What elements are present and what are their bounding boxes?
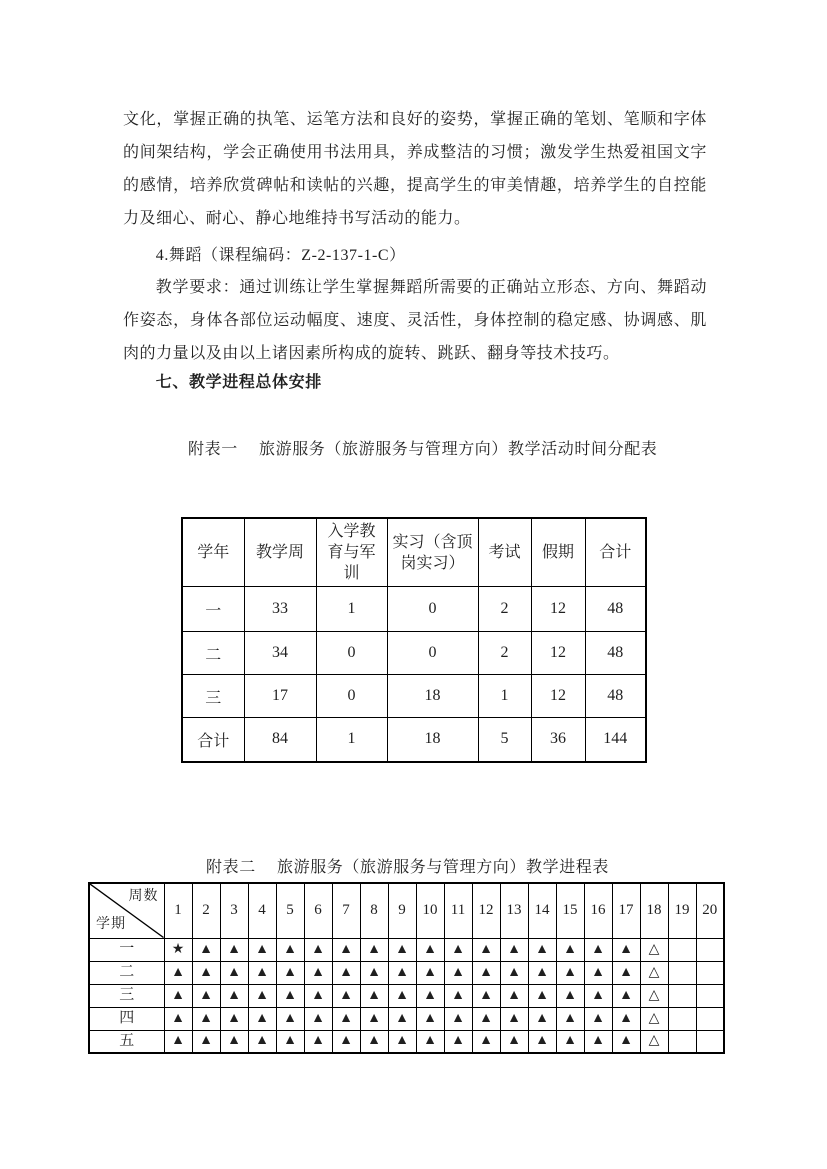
empty-week-cell: [696, 1007, 724, 1030]
open-triangle-week-cell: △: [640, 1030, 668, 1053]
teaching-week-cell: ▲: [276, 938, 304, 961]
teaching-week-cell: ▲: [612, 1030, 640, 1053]
teaching-week-cell: ▲: [276, 1007, 304, 1030]
teaching-week-cell: ▲: [612, 984, 640, 1007]
value-cell: 0: [316, 675, 387, 718]
row-label-cell: 三: [182, 675, 244, 718]
corner-label-semester: 学期: [96, 916, 126, 932]
teaching-week-cell: ▲: [220, 938, 248, 961]
teaching-week-cell: ▲: [444, 961, 472, 984]
teaching-week-cell: ▲: [584, 938, 612, 961]
teaching-week-cell: ▲: [360, 1030, 388, 1053]
teaching-week-cell: ▲: [444, 1007, 472, 1030]
teaching-week-cell: ▲: [248, 1030, 276, 1053]
teaching-week-cell: ▲: [556, 984, 584, 1007]
teaching-week-cell: ▲: [388, 984, 416, 1007]
time-allocation-table: [181, 517, 647, 763]
teaching-week-cell: ▲: [416, 1030, 444, 1053]
week-number-header: 2: [192, 883, 220, 938]
teaching-week-cell: ▲: [192, 938, 220, 961]
value-cell: 0: [387, 587, 478, 632]
table1-caption: 附表一 旅游服务（旅游服务与管理方向）教学活动时间分配表: [188, 441, 658, 458]
teaching-week-cell: ▲: [584, 961, 612, 984]
teaching-week-cell: ▲: [388, 1007, 416, 1030]
semester-row: [89, 1030, 724, 1053]
value-cell: 12: [531, 632, 585, 675]
empty-week-cell: [696, 938, 724, 961]
teaching-week-cell: ▲: [332, 938, 360, 961]
week-number-header: 12: [472, 883, 500, 938]
value-cell: 36: [531, 718, 585, 762]
teaching-week-cell: ▲: [500, 1007, 528, 1030]
week-number-header: 9: [388, 883, 416, 938]
empty-week-cell: [696, 1030, 724, 1053]
semester-label: 四: [89, 1007, 164, 1030]
table1-row-year1: [182, 587, 646, 632]
teaching-week-cell: ▲: [388, 1030, 416, 1053]
teaching-week-cell: ▲: [500, 1030, 528, 1053]
paragraph-dance-requirements: 教学要求：通过训练让学生掌握舞蹈所需要的正确站立形态、方向、舞蹈动作姿态，身体各部位运动幅度、速度、灵活性，身体控制的稳定感、协调感、肌肉的力量以及由以上诸因素所构成的旋转、跳跃、翻身等技术技巧。: [123, 279, 707, 362]
col-header-teaching-weeks: 教学周: [244, 518, 316, 587]
teaching-week-cell: ▲: [388, 961, 416, 984]
table2-header-row: [89, 883, 724, 938]
value-cell: 0: [316, 632, 387, 675]
teaching-week-cell: ▲: [416, 1007, 444, 1030]
teaching-week-cell: ▲: [528, 984, 556, 1007]
value-cell: 12: [531, 587, 585, 632]
row-label-cell: 一: [182, 587, 244, 632]
teaching-week-cell: ▲: [528, 1007, 556, 1030]
semester-row: [89, 1007, 724, 1030]
paragraph-calligraphy: 文化，掌握正确的执笔、运笔方法和良好的姿势，掌握正确的笔划、笔顺和字体的间架结构，学会正确使用书法用具，养成整洁的习惯；激发学生热爱祖国文字的感情，培养欣赏碑帖和读帖的兴趣，提高学生的审美情趣，培养学生的自控能力及细心、耐心、静心地维持书写活动的能力。: [123, 111, 707, 227]
col-header-enrollment-military-training: 入学教育与军训: [316, 518, 387, 587]
week-number-header: 3: [220, 883, 248, 938]
teaching-week-cell: ▲: [472, 1030, 500, 1053]
teaching-week-cell: ▲: [164, 1030, 192, 1053]
value-cell: 34: [244, 632, 316, 675]
teaching-week-cell: ▲: [220, 1030, 248, 1053]
teaching-week-cell: ▲: [304, 1030, 332, 1053]
teaching-week-cell: ▲: [528, 1030, 556, 1053]
value-cell: 5: [478, 718, 531, 762]
teaching-week-cell: ▲: [304, 938, 332, 961]
value-cell: 1: [316, 718, 387, 762]
open-triangle-week-cell: △: [640, 961, 668, 984]
teaching-week-cell: ▲: [360, 938, 388, 961]
teaching-week-cell: ▲: [192, 961, 220, 984]
teaching-week-cell: ▲: [248, 938, 276, 961]
star-week-cell: ★: [164, 938, 192, 961]
week-number-header: 10: [416, 883, 444, 938]
teaching-week-cell: ▲: [528, 961, 556, 984]
teaching-week-cell: ▲: [332, 984, 360, 1007]
teaching-week-cell: ▲: [612, 1007, 640, 1030]
col-header-total: 合计: [585, 518, 646, 587]
empty-week-cell: [668, 961, 696, 984]
teaching-week-cell: ▲: [444, 1030, 472, 1053]
teaching-week-cell: ▲: [556, 1030, 584, 1053]
empty-week-cell: [668, 1007, 696, 1030]
teaching-week-cell: ▲: [332, 961, 360, 984]
row-label-cell: 合计: [182, 718, 244, 762]
week-number-header: 14: [528, 883, 556, 938]
open-triangle-week-cell: △: [640, 938, 668, 961]
semester-row: [89, 984, 724, 1007]
teaching-week-cell: ▲: [192, 1007, 220, 1030]
week-number-header: 7: [332, 883, 360, 938]
week-number-header: 16: [584, 883, 612, 938]
value-cell: 2: [478, 632, 531, 675]
value-cell: 144: [585, 718, 646, 762]
semester-label: 一: [89, 938, 164, 961]
teaching-week-cell: ▲: [472, 1007, 500, 1030]
week-number-header: 18: [640, 883, 668, 938]
semester-row: [89, 961, 724, 984]
value-cell: 0: [387, 632, 478, 675]
teaching-week-cell: ▲: [556, 938, 584, 961]
week-number-header: 17: [612, 883, 640, 938]
semester-label: 五: [89, 1030, 164, 1053]
week-number-header: 13: [500, 883, 528, 938]
teaching-week-cell: ▲: [612, 938, 640, 961]
col-header-internship: 实习（含顶岗实习）: [387, 518, 478, 587]
value-cell: 18: [387, 718, 478, 762]
teaching-week-cell: ▲: [360, 1007, 388, 1030]
week-number-header: 6: [304, 883, 332, 938]
week-number-header: 11: [444, 883, 472, 938]
teaching-week-cell: ▲: [220, 961, 248, 984]
teaching-week-cell: ▲: [444, 984, 472, 1007]
value-cell: 1: [316, 587, 387, 632]
week-number-header: 1: [164, 883, 192, 938]
teaching-week-cell: ▲: [304, 1007, 332, 1030]
teaching-week-cell: ▲: [584, 1030, 612, 1053]
teaching-week-cell: ▲: [472, 938, 500, 961]
teaching-week-cell: ▲: [164, 961, 192, 984]
table1-row-year2: [182, 632, 646, 675]
table2-caption: 附表二 旅游服务（旅游服务与管理方向）教学进程表: [206, 859, 610, 876]
value-cell: 2: [478, 587, 531, 632]
empty-week-cell: [668, 1030, 696, 1053]
teaching-week-cell: ▲: [472, 984, 500, 1007]
corner-header-cell: [89, 883, 164, 938]
semester-row: [89, 938, 724, 961]
teaching-week-cell: ▲: [248, 1007, 276, 1030]
teaching-week-cell: ▲: [192, 1030, 220, 1053]
teaching-week-cell: ▲: [248, 984, 276, 1007]
value-cell: 84: [244, 718, 316, 762]
col-header-vacation: 假期: [531, 518, 585, 587]
teaching-week-cell: ▲: [360, 961, 388, 984]
value-cell: 48: [585, 632, 646, 675]
teaching-progress-table: [88, 882, 725, 1054]
value-cell: 1: [478, 675, 531, 718]
teaching-week-cell: ▲: [416, 984, 444, 1007]
teaching-week-cell: ▲: [164, 1007, 192, 1030]
teaching-week-cell: ▲: [416, 961, 444, 984]
teaching-week-cell: ▲: [584, 984, 612, 1007]
row-label-cell: 二: [182, 632, 244, 675]
teaching-week-cell: ▲: [276, 961, 304, 984]
teaching-week-cell: ▲: [500, 938, 528, 961]
teaching-week-cell: ▲: [500, 961, 528, 984]
teaching-week-cell: ▲: [164, 984, 192, 1007]
week-number-header: 20: [696, 883, 724, 938]
week-number-header: 8: [360, 883, 388, 938]
teaching-week-cell: ▲: [500, 984, 528, 1007]
teaching-week-cell: ▲: [192, 984, 220, 1007]
col-header-school-year: 学年: [182, 518, 244, 587]
week-number-header: 5: [276, 883, 304, 938]
teaching-week-cell: ▲: [248, 961, 276, 984]
teaching-week-cell: ▲: [304, 984, 332, 1007]
value-cell: 48: [585, 675, 646, 718]
teaching-week-cell: ▲: [304, 961, 332, 984]
teaching-week-cell: ▲: [528, 938, 556, 961]
corner-label-weeks: 周数: [128, 889, 159, 904]
teaching-week-cell: ▲: [584, 1007, 612, 1030]
teaching-week-cell: ▲: [612, 961, 640, 984]
teaching-week-cell: ▲: [220, 1007, 248, 1030]
value-cell: 33: [244, 587, 316, 632]
col-header-exam: 考试: [478, 518, 531, 587]
section-heading: 七、教学进程总体安排: [155, 374, 322, 391]
teaching-week-cell: ▲: [416, 938, 444, 961]
table1-row-total: [182, 718, 646, 762]
teaching-week-cell: ▲: [556, 1007, 584, 1030]
empty-week-cell: [668, 938, 696, 961]
teaching-week-cell: ▲: [556, 961, 584, 984]
teaching-week-cell: ▲: [444, 938, 472, 961]
empty-week-cell: [696, 961, 724, 984]
teaching-week-cell: ▲: [276, 1030, 304, 1053]
teaching-week-cell: ▲: [332, 1030, 360, 1053]
teaching-week-cell: ▲: [332, 1007, 360, 1030]
open-triangle-week-cell: △: [640, 1007, 668, 1030]
paragraph-dance-title: 4.舞蹈（课程编码：Z-2-137-1-C）: [155, 247, 406, 264]
week-number-header: 4: [248, 883, 276, 938]
empty-week-cell: [668, 984, 696, 1007]
teaching-week-cell: ▲: [276, 984, 304, 1007]
teaching-week-cell: ▲: [472, 961, 500, 984]
value-cell: 12: [531, 675, 585, 718]
value-cell: 17: [244, 675, 316, 718]
semester-label: 二: [89, 961, 164, 984]
week-number-header: 15: [556, 883, 584, 938]
value-cell: 48: [585, 587, 646, 632]
week-number-header: 19: [668, 883, 696, 938]
teaching-week-cell: ▲: [388, 938, 416, 961]
table1-header-row: [182, 518, 646, 587]
teaching-week-cell: ▲: [220, 984, 248, 1007]
table1-row-year3: [182, 675, 646, 718]
open-triangle-week-cell: △: [640, 984, 668, 1007]
empty-week-cell: [696, 984, 724, 1007]
semester-label: 三: [89, 984, 164, 1007]
value-cell: 18: [387, 675, 478, 718]
teaching-week-cell: ▲: [360, 984, 388, 1007]
